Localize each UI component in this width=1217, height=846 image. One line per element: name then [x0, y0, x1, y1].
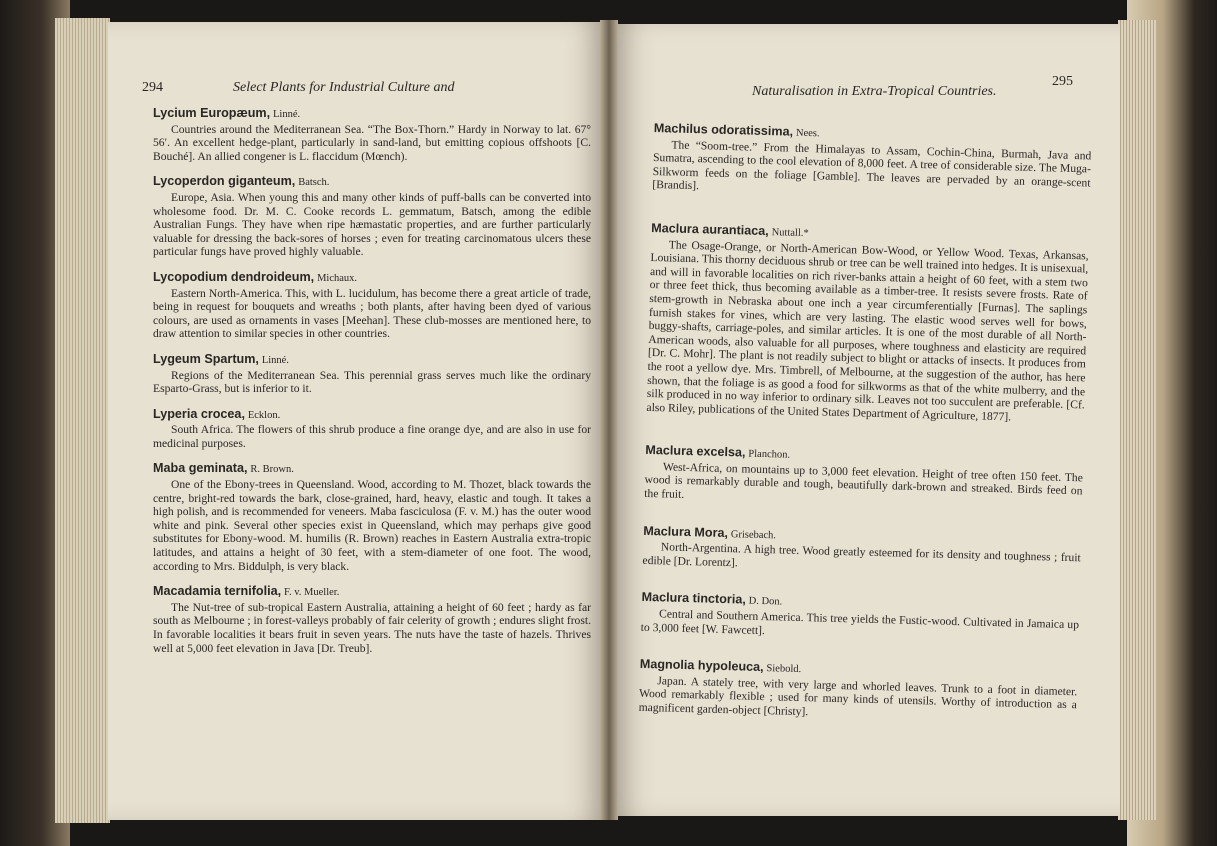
entry — [153, 271, 591, 341]
running-head: Naturalisation in Extra-Tropical Countries. — [752, 84, 997, 99]
entry — [644, 444, 1083, 512]
page-number: 294 — [142, 80, 163, 95]
authority: Linné. — [273, 109, 301, 120]
authority: Linné. — [261, 354, 289, 366]
page-edges-left — [55, 18, 110, 823]
plant-name: Machilus odoratissima, — [653, 121, 794, 139]
authority: R. Brown. — [250, 464, 294, 476]
authority: Batsch. — [298, 177, 330, 189]
entry — [638, 658, 1077, 726]
plant-name: Lycium Europæum, — [153, 106, 271, 120]
entry-text: North-Argentina. A high tree. Wood greatly esteemed for its density and toughness ; fruit edible [Dr. Lorentz]. — [642, 540, 1081, 570]
running-head: Select Plants for Industrial Culture and — [233, 80, 455, 95]
entry — [652, 122, 1092, 203]
page-number: 295 — [1052, 74, 1073, 89]
entry-text: Europe, Asia. When young this and many other kinds of puff-balls can be converted into wholesome food. Dr. M. C. Cooke records L. gemmatum, Batsch, among the edible Australian Fungs. They have when ripe hæmastatic properties, and are further particularly valuable for dressing the back-sores of horses ; even for treating carcinomatous ulcers these particular fungs have proved highly valuable. — [153, 190, 591, 259]
plant-name: Magnolia hypoleuca, — [639, 657, 764, 675]
entry-text: Countries around the Mediterranean Sea. “The Box-Thorn.” Hardy in Norway to lat. 67° 56′. An excellent hedge-plant, particularly in sand-land, but emitting copious offshoots [C. Bouché]. An allied congener is L. flaccidum (Mœnch). — [153, 122, 591, 163]
right-entries — [638, 122, 1092, 750]
authority: D. Don. — [748, 596, 783, 608]
entry — [153, 408, 591, 451]
entry-text: Eastern North-America. This, with L. lucidulum, has become there a great article of trade, being in request for bouquets and wreaths ; both plants, after having been dyed of various colours, are used as ornaments in vases [Meehan]. These club-mosses are mentioned here, to draw attention to similar species in other countries. — [153, 286, 591, 341]
plant-name: Maclura excelsa, — [645, 443, 746, 460]
plant-name: Lycopodium dendroideum, — [153, 269, 315, 284]
plant-name: Macadamia ternifolia, — [153, 584, 282, 599]
authority: Grisebach. — [730, 528, 777, 541]
entry — [646, 222, 1089, 426]
entry — [153, 175, 591, 259]
page-edges-right — [1118, 20, 1156, 820]
authority: Planchon. — [748, 448, 791, 461]
entry-text: West-Africa, on mountains up to 3,000 feet elevation. Height of tree often 150 feet. The wood is remarkably durable and tough, beautifully dark-brown and streaked. Birds feed on the fruit. — [644, 460, 1084, 501]
authority: Siebold. — [766, 663, 802, 676]
entry — [153, 585, 591, 655]
book-gutter — [600, 20, 618, 820]
authority: Nees. — [795, 127, 820, 140]
left-entries — [153, 107, 591, 667]
entry-text: Regions of the Mediterranean Sea. This perennial grass serves much like the ordinary Esparto-Grass, but is inferior to it. — [153, 368, 591, 396]
entry-text: One of the Ebony-trees in Queensland. Wood, according to M. Thozet, black towards the centre, bright-red towards the bark, close-grained, hard, heavy, elastic and tough. It takes a high polish, and is recommended for veneers. Maba fasciculosa (F. v. M.) has the outer wood white and pink. Several other species exist in Queensland, which may perhaps give good substitutes for Ebony-wood. M. humilis (R. Brown) reaches in Eastern Australia extra-tropic latitudes, and attains a height of 30 feet, with a stem-diameter of one foot. The wood, according to Mrs. Biddulph, is very black. — [153, 478, 591, 573]
plant-name: Lygeum Spartum, — [153, 351, 259, 366]
authority: F. v. Mueller. — [283, 587, 340, 599]
plant-name: Maclura aurantiaca, — [651, 220, 769, 239]
entry-text: The Nut-tree of sub-tropical Eastern Australia, attaining a height of 60 feet ; hardy as far south as Melbourne ; in forest-valleys probably of fair celerity of growth ; endures slight frost. In favorable localities it bears fruit in seven years. The nuts have the taste of hazels. Thrives well at 5,000 feet elevation in Java [Dr. Treub]. — [153, 600, 591, 655]
entry — [153, 462, 591, 573]
entry-text: Central and Southern America. This tree yields the Fustic-wood. Cultivated in Jamaica up to 3,000 feet [W. Fawcett]. — [640, 607, 1080, 637]
entry-text: Japan. A stately tree, with very large and whorled leaves. Trunk to a foot in diameter. Wood remarkably flexible ; used for many kinds of utensils. Worthy of introduction as a magnificent garden-object [Christy]. — [638, 674, 1078, 719]
entry — [153, 353, 591, 396]
authority: Michaux. — [317, 272, 358, 284]
left-page — [108, 22, 606, 820]
right-page — [612, 24, 1120, 816]
plant-name: Maclura Mora, — [643, 523, 729, 540]
entry-text: South Africa. The flowers of this shrub produce a fine orange dye, and are also in use for medicinal purposes. — [153, 423, 591, 450]
authority: Ecklon. — [247, 409, 281, 421]
plant-name: Maclura tinctoria, — [641, 590, 746, 608]
entry — [641, 591, 1080, 645]
entry — [153, 107, 591, 163]
plant-name: Lyperia crocea, — [153, 406, 245, 421]
plant-name: Lycoperdon giganteum, — [153, 174, 296, 189]
entry-text: The Osage-Orange, or North-American Bow-Wood, or Yellow Wood. Texas, Arkansas, Louisiana. This thorny deciduous shrub or tree can be well trained into hedges. It is unisexual, and will in favorable localities on rich river-banks attain a height of 60 feet, with a stem two or three feet thick, thus becoming available as a timber-tree. It resists severe frosts. Rate of stem-growth in Nebraska about one inch a year circumferentially [Furnas]. The saplings furnish stakes for vines, which are very lasting. The elastic wood serves well for bows, buggy-shafts, carriage-poles, and similar articles. It is one of the most durable of all North-American woods, also valuable for all purposes, where toughness and elasticity are required [Dr. C. Mohr]. The plant is not readily subject to blight or attacks of insects. It produces from the root a yellow dye. Mrs. Timbrell, of Melbourne, at the suggestion of the author, has here shown, that the foliage is as good a food for silkworms as that of the white mulberry, and the silk produced in no way inferior to ordinary silk. Leaves not too succulent are preferable. [Cf. also Riley, publications of the United States Department of Agriculture, 1877]. — [646, 237, 1089, 424]
authority: Nuttall.* — [771, 227, 809, 240]
entry-text: The “Soom-tree.” From the Himalayas to Assam, Cochin-China, Burmah, Java and Sumatra, ascending to the cool elevation of 8,000 feet. A tree of considerable size. The Muga-Silkworm feeds on the foliage [Gamble]. The leaves are pervaded by an orange-scent [Brandis]. — [652, 138, 1092, 193]
plant-name: Maba geminata, — [153, 461, 248, 476]
entry — [642, 525, 1081, 579]
